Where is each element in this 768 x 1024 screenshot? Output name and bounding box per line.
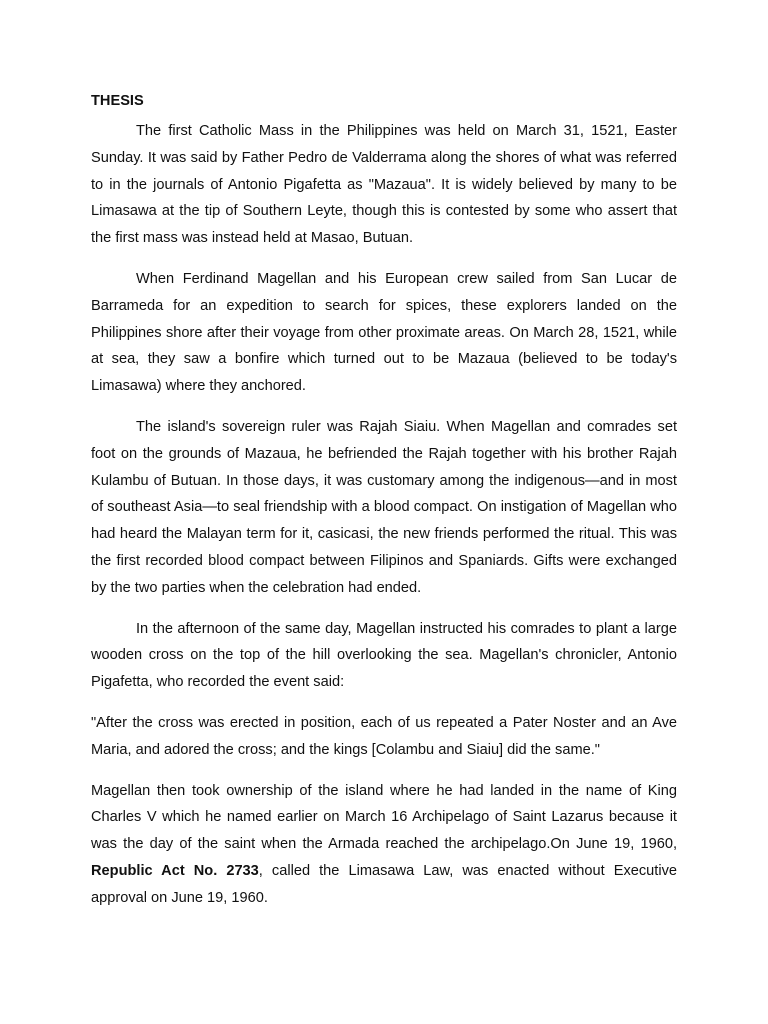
paragraph-pigafetta-quote: "After the cross was erected in position, each of us repeated a Pater Noster and an Ave Maria, and adored the cross; and the kings [Colambu and Siaiu] did the same." bbox=[91, 714, 677, 758]
paragraph-limasawa-law bbox=[91, 778, 677, 912]
document-page bbox=[91, 90, 677, 926]
paragraph-first-mass: The first Catholic Mass in the Philippines was held on March 31, 1521, Easter Sunday. It was said by Father Pedro de Valderrama along the shores of what was referred to in the journals of Antonio Pigafetta as "Mazaua". It is widely believed by many to be Limasawa at the tip of Southern Leyte, though this is contested by some who assert that the first mass was instead held at Masao, Butuan. bbox=[91, 123, 677, 247]
paragraph-blood-compact: The island's sovereign ruler was Rajah Siaiu. When Magellan and comrades set foot on the grounds of Mazaua, he befriended the Rajah together with his brother Rajah Kulambu of Butuan. In those days, it was customary among the indigenous—and in most of southeast Asia—to seal friendship with a blood compact. On instigation of Magellan who had heard the Malayan term for it, casicasi, the new friends performed the ritual. This was the first recorded blood compact between Filipinos and Spaniards. Gifts were exchanged by the two parties when the celebration had ended. bbox=[91, 418, 677, 596]
paragraph-magellan-arrival: When Ferdinand Magellan and his European crew sailed from San Lucar de Barrameda for an expedition to search for spices, these explorers landed on the Philippines shore after their voyage from other proximate areas. On March 28, 1521, while at sea, they saw a bonfire which turned out to be Mazaua (believed to be today's Limasawa) where they anchored. bbox=[91, 270, 677, 395]
limasawa-law-text-end: , called the Limasawa Law, was enacted without Executive approval on June 19, 1960. bbox=[91, 862, 677, 906]
limasawa-law-text-start: Magellan then took ownership of the island where he had landed in the name of King Charles V which he named earlier on March 16 Archipelago of Saint Lazarus because it was the day of the saint when the Armada reached the archipelago.On June 19, 1960, bbox=[91, 782, 677, 853]
document-title: THESIS bbox=[91, 93, 144, 109]
paragraph-wooden-cross: In the afternoon of the same day, Magellan instructed his comrades to plant a large wooden cross on the top of the hill overlooking the sea. Magellan's chronicler, Antonio Pigafetta, who recorded the event said: bbox=[91, 620, 677, 691]
republic-act-reference: Republic Act No. 2733 bbox=[91, 862, 259, 879]
